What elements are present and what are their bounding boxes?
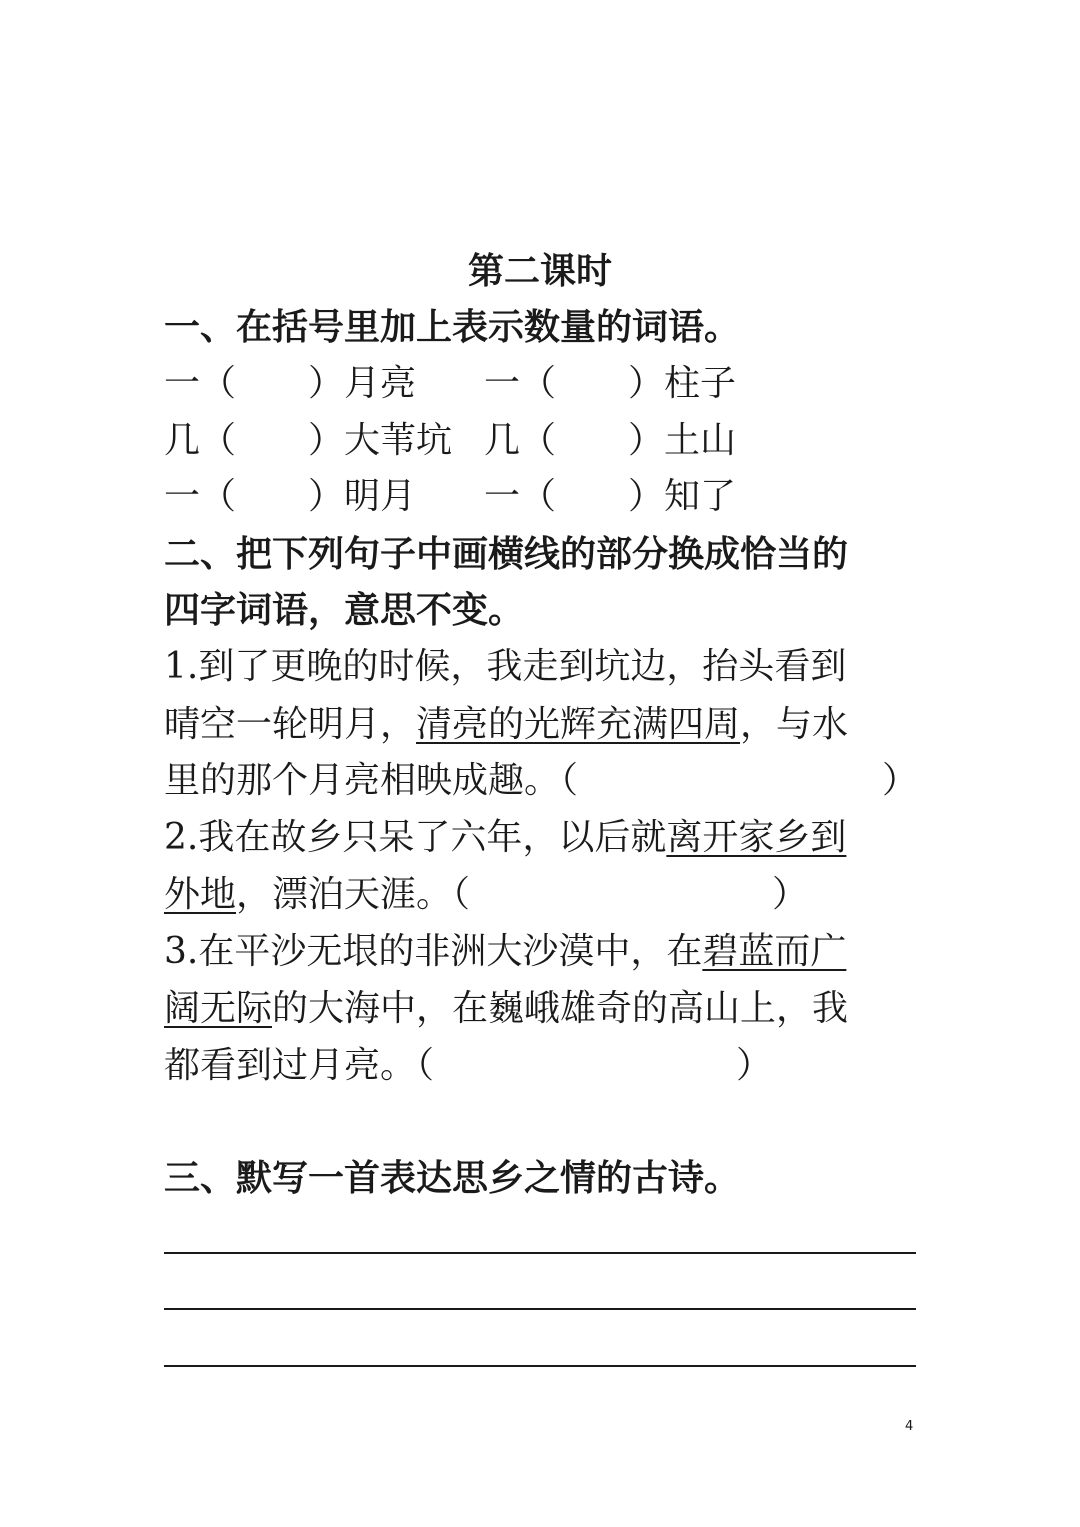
q1-underlined-phrase: 清亮的光辉充满四周 — [416, 704, 741, 745]
writing-line-1[interactable] — [164, 1252, 916, 1254]
q3-line-2 — [164, 981, 848, 1037]
q2-line-1 — [164, 810, 846, 866]
q1-line-3 — [164, 753, 919, 809]
q3-underlined-phrase-a: 碧蓝而广 — [702, 931, 847, 972]
writing-line-3[interactable] — [164, 1365, 916, 1367]
section-2-heading-line-2: 四字词语，意思不变。 — [164, 590, 525, 631]
q3-answer-close-paren: ） — [736, 1045, 773, 1086]
q3-line-3-text: 都看到过月亮。（ — [164, 1045, 435, 1086]
q2-line-2-post: ，漂泊天涯。（ — [236, 874, 471, 915]
q2-underlined-phrase-a: 离开家乡到 — [666, 817, 847, 858]
q1-line-2-pre: 晴空一轮明月， — [164, 704, 417, 745]
q3-line-1-pre: 3.在平沙无垠的非洲大沙漠中，在 — [164, 931, 703, 972]
section-3-heading: 三、默写一首表达思乡之情的古诗。 — [164, 1158, 741, 1199]
q2-underlined-phrase-b: 外地 — [164, 874, 237, 915]
page-number: 4 — [905, 1419, 914, 1434]
q2-line-1-pre: 2.我在故乡只呆了六年，以后就 — [164, 817, 667, 858]
q3-line-1 — [164, 924, 846, 980]
page-title: 第二课时 — [467, 251, 612, 292]
q1-line-2 — [164, 697, 848, 753]
quantity-item-3b: 一（ ）知了 — [484, 476, 737, 517]
section-1-heading: 一、在括号里加上表示数量的词语。 — [164, 307, 741, 348]
quantity-row-2 — [164, 413, 737, 469]
quantity-item-2a: 几（ ）大苇坑 — [164, 420, 453, 461]
q2-answer-close-paren: ） — [772, 874, 809, 915]
writing-line-2[interactable] — [164, 1308, 916, 1310]
q3-underlined-phrase-b: 阔无际 — [164, 988, 273, 1029]
quantity-row-1 — [164, 356, 737, 412]
quantity-item-1b: 一（ ）柱子 — [484, 363, 737, 404]
quantity-row-3 — [164, 469, 737, 525]
q1-answer-close-paren: ） — [882, 760, 919, 801]
q1-line-2-post: ，与水 — [740, 704, 849, 745]
q1-line-1: 1.到了更晚的时候，我走到坑边，抬头看到 — [164, 646, 847, 687]
quantity-item-2b: 几（ ）土山 — [484, 420, 737, 461]
quantity-item-1a: 一（ ）月亮 — [164, 363, 417, 404]
q1-line-3-text: 里的那个月亮相映成趣。（ — [164, 760, 579, 801]
section-2-heading-line-1: 二、把下列句子中画横线的部分换成恰当的 — [164, 534, 849, 575]
q3-line-3 — [164, 1038, 916, 1094]
q2-line-2 — [164, 867, 916, 923]
quantity-item-3a: 一（ ）明月 — [164, 476, 417, 517]
q3-line-2-post: 的大海中，在巍峨雄奇的高山上，我 — [272, 988, 849, 1029]
